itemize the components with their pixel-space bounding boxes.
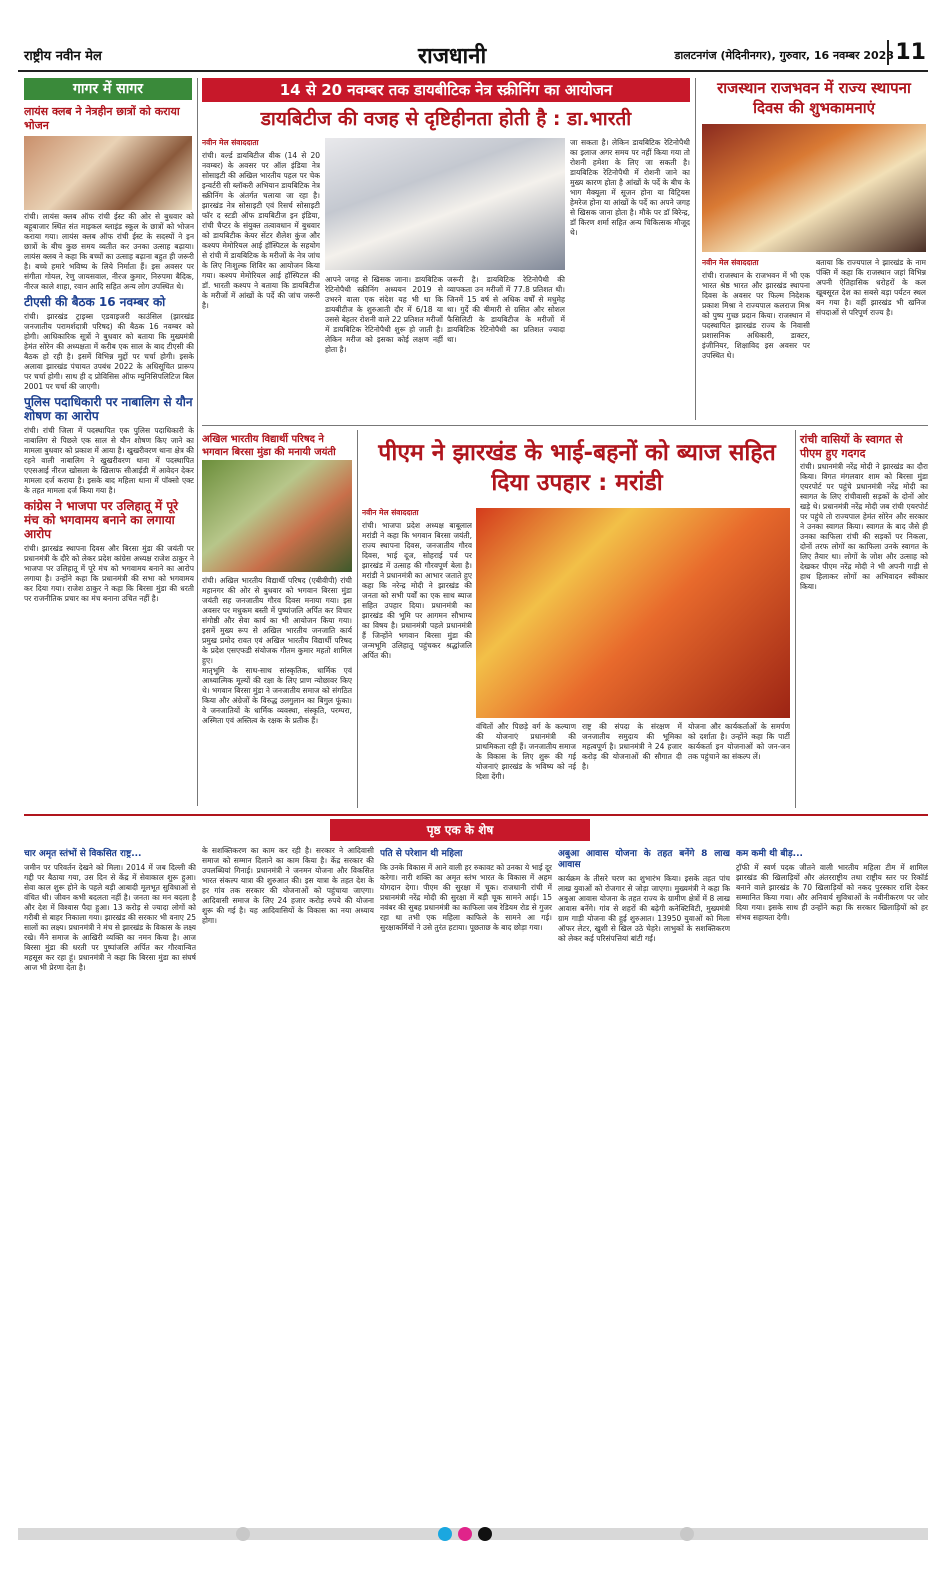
rajbhavan-byline: नवीन मेल संवाददाता bbox=[702, 258, 759, 267]
column-divider bbox=[695, 78, 696, 420]
continued-col-1-text: जमीन पर परिवर्तन देखने को मिला। 2014 में जब दिल्ली की गद्दी पर बैठाया गया, उस दिन से केंद्र में सेवाकाल शुरू हुआ। सेवा काल शुरू होने के पहले बड़ी आबादी मूलभूत सुविधाओं से वंचित थी। जीवन कभी बदलता नहीं है। जनता का मन बदला है और देश में विश्वास पैदा हुआ। 13 करोड़ से ज्यादा लोगों को गरीबी से बाहर निकाला गया। झारखंड की सरकार भी वनाए 25 सालों का लक्ष्य। प्रधानमंत्री ने मंच से झारखंड के विकास के लक्ष्य रखे। मैंने समाज के आखिरी व्यक्ति का नमन किया है। आज बिरसा मुंडा की धरती पर पुष्पांजलि अर्पित कर गौरवान्वित महसूस कर रहा हूं। प्रधानमंत्री ने कहा कि बिरसा मुंडा का संघर्ष आज भी प्रेरणा देता है। bbox=[24, 863, 196, 972]
continued-col-4-head: अबुआ आवास योजना के तहत बनेंगे 8 लाख आवास bbox=[558, 849, 730, 870]
continued-col-2: के सशक्तिकरण का काम कर रही है। सरकार ने आदिवासी समाज को सम्मान दिलाने का काम किया है। केंद्र सरकार की उपलब्धियां गिनाई। प्रधानमंत्री ने जनमन योजना और विकसित भारत संकल्प यात्रा की शुरुआत की। इस यात्रा के तहत देश के हर गांव तक सरकार की योजनाओं को पहुंचाया जाएगा। आदिवासी समाज के लिए 24 हजार करोड़ रुपये की योजना शुरू की गई है। यह आदिवासियों के विकास का नया अध्याय होगा। bbox=[202, 846, 374, 925]
continued-col-5 bbox=[736, 846, 928, 1522]
continued-col-5-text: ट्रॉफी में स्वर्ण पदक जीतने वाली भारतीय महिला टीम में शामिल झारखंड की खिलाड़ियों और अंतरराष्ट्रीय तथा राष्ट्रीय स्तर पर रिकॉर्ड बनाने वाले झारखंड के 70 खिलाड़ियों को नकद पुरस्कार राशि देकर सम्मानित किया गया। और अनिवार्य सुविधाओं के नवीनीकरण पर जोर दिया गया। इसके साथ ही उन्होंने कहा कि सरकार खिलाड़ियों को हर संभव सहायता देगी। bbox=[736, 863, 928, 922]
section-divider bbox=[202, 425, 928, 426]
registration-dot bbox=[458, 1527, 472, 1541]
left-column bbox=[24, 102, 194, 812]
pm-byline: नवीन मेल संवाददाता bbox=[362, 508, 419, 517]
continued-col-5-head: कम कमी थी बीड़... bbox=[736, 849, 803, 859]
diabetes-col-1 bbox=[202, 138, 320, 420]
registration-dot bbox=[236, 1527, 250, 1541]
abvp-headline: अखिल भारतीय विद्यार्थी परिषद ने भगवान बिरसा मुंडा की मनायी जयंती bbox=[202, 434, 336, 458]
print-color-bar bbox=[18, 1528, 928, 1540]
pm-headline: पीएम ने झारखंड के भाई-बहनों को ब्याज सहित दिया उपहार : मरांडी bbox=[378, 440, 776, 496]
diabetes-col-3: जरूरी है। डायबिटिक रेटिनोपैथी की व्यापकता उन मरीजों में 77.8 प्रतिशत थी। जिनमें 15 वर्ष से अधिक वर्षों से मधुमेह था। गुर्दे की बीमारी से ग्रसित और सोशल फैसिलिटी के डायबिटीज के मरीजों में डायबिटिक रेटिनोपैथी का प्रतिशत ज्यादा था। bbox=[447, 275, 565, 344]
continued-rule bbox=[24, 814, 928, 816]
story2-body: रांची। झारखंड ट्राइब्स एडवाइजरी काउंसिल (झारखंड जनजातीय परामर्शदात्री परिषद) की बैठक 16 नवम्बर को होगी। आधिकारिक सूत्रों ने बुधवार को बताया कि मुख्यमंत्री हेमंत सोरेन की अध्यक्षता में करीब एक साल के बाद टीएसी की बैठक हो रही है। इसमें विभिन्न मुद्दों पर चर्चा होगी। इसके अलावा झारखंड पंचायत उपबंध 2022 के अधिसूचित प्रारूप पर चर्चा होगी। साथ ही द प्रोविसिस ऑफ म्युनिसिपलिटिज बिल 2001 पर चर्चा की जाएगी। bbox=[24, 312, 194, 391]
diabetes-band: 14 से 20 नवम्बर तक डायबीटिक नेत्र स्क्रीनिंग का आयोजन bbox=[202, 78, 690, 102]
left-band: गागर में सागर bbox=[24, 78, 192, 100]
story1-headline: लायंस क्लब ने नेत्रहीन छात्रों को कराया भोजन bbox=[24, 105, 180, 132]
rajbhavan-col-1 bbox=[702, 258, 810, 418]
dateline: डालटनगंज (मेदिनीनगर), गुरुवार, 16 नवम्बर 2023 bbox=[674, 49, 894, 62]
diabetes-photo bbox=[325, 138, 565, 270]
pm-col-3: राष्ट्र की संपदा के संरक्षण में जनजातीय समुदाय की भूमिका महत्वपूर्ण है। प्रधानमंत्री ने 24 हजार करोड़ की योजनाओं की सौगात दी है। bbox=[582, 722, 682, 771]
continued-col-3 bbox=[380, 846, 552, 1522]
column-divider bbox=[197, 78, 198, 806]
column-divider bbox=[795, 430, 796, 808]
story2-headline: टीएसी की बैठक 16 नवम्बर को bbox=[24, 295, 166, 309]
rajbhavan-col-2: बताया कि राज्यपाल ने झारखंड के नाम पंक्ति में कहा कि राजस्थान जहां विभिन्न अपनी ऐतिहासिक धरोहरों के कल खूबसूरत देश का सबसे बड़ा पर्यटन स्थल बन गया है। वहीं झारखंड भी खनिज संपदाओं से परिपूर्ण राज्य है। bbox=[816, 258, 926, 317]
continued-col-1-head: चार अमृत स्तंभों से विकसित राष्ट्र... bbox=[24, 849, 142, 859]
continued-col-3-head: पति से परेशान थी महिला bbox=[380, 849, 463, 859]
diabetes-col-2: आपने जगह से खिसक जाना। डायबिटिक रेटिनोपैथी स्क्रीनिंग अध्ययन 2019 से उभरने वाला एक संदेश यह भी था कि डायबीटीज के शुरुआती दौर में 6/18 या उससे बेहतर रोशनी वाले 22 प्रतिशत मरीजों में डायबिटिक रेटिनोपैथी शुरू हो जाती है। लेकिन मरीज को इसका कोई लक्षण नहीं होता है। bbox=[325, 275, 443, 354]
page-number: 11 bbox=[887, 40, 926, 65]
abvp-photo bbox=[202, 460, 352, 572]
story3-headline: पुलिस पदाधिकारी पर नाबालिग से यौन शोषण का आरोप bbox=[24, 395, 193, 423]
column-divider bbox=[357, 430, 358, 808]
continued-col-4 bbox=[558, 846, 730, 1522]
continued-col-1 bbox=[24, 846, 196, 1522]
diabetes-text-1: रांची। वर्ल्ड डायबिटीज वीक (14 से 20 नवम्बर) के अवसर पर ऑल इंडिया नेत्र सोसाइटी की अखिल भारतीय पहल पर चेक इन्वर्टरी सी ब्लॉकरी अभियान डायबिटिक नेत्र स्क्रीनिंग के अंतर्गत चलाया जा रहा है। झारखंड नेत्र सोसाइटी एवं रिसर्च सोसाइटी फॉर द स्टडी ऑफ डायबिटीज इन इंडिया, रांची चैप्टर के संयुक्त तत्वावधान में बुधवार को डायबिटीक केयर सेंटर शैलेश कुंज और कश्यप मेमोरियल आई हॉस्पिटल के सहयोग से रांची में डायबिटिक के मरीजों के नेत्र जांच के लिए निःशुल्क शिविर का आयोजन किया गया। कश्यप मेमोरियल आई हॉस्पिटल की डॉ. भारती कश्यप ने बताया कि डायबिटीज के मरीजों में आंखों के पर्दे की जांच जरूरी है। bbox=[202, 151, 320, 310]
section-title: राजधानी bbox=[418, 44, 487, 69]
page-header bbox=[18, 38, 928, 72]
pm-col-1 bbox=[362, 508, 472, 808]
rajbhavan-photo bbox=[702, 124, 926, 252]
diabetes-col-4: जा सकता है। लेकिन डायबिटिक रेटिनोपैथी का इलाज अगर समय पर नहीं किया गया तो रोशनी हमेशा के लिए जा सकती है। डायबिटिक रेटिनोपैथी में रोशनी जाने का मुख्य कारण होता है आंखों के पर्दे के बीच के भाग मैक्यूला में सूजन होना या विट्रियस हेमरेज होना या आंखों के पर्दे का अपने जगह से खिसक जाना होता है। मौके पर डॉ बिरेन्द्र, डॉ किरण शर्मा सहित अन्य चिकित्सक मौजूद थे। bbox=[570, 138, 690, 237]
abvp-text-2: मातृभूमि के साथ-साथ सांस्कृतिक, धार्मिक एवं आध्यात्मिक मूल्यों की रक्षा के लिए प्राण न्योछावर किए थे। भगवान बिरसा मुंडा ने जनजातीय समाज को संगठित किया और अंग्रेजों के विरुद्ध उलगुलान का बिगुल फूंका। वे जनजातियों के धार्मिक व्यवस्था, संस्कृति, परम्परा, अस्मिता एवं अस्तित्व के रक्षक के प्रतीक हैं। bbox=[202, 666, 352, 725]
rajbhavan-headline: राजस्थान राजभवन में राज्य स्थापना दिवस की शुभकामनाएं bbox=[717, 79, 911, 117]
story1-photo bbox=[24, 136, 192, 210]
story1-body: रांची। लायंस क्लब ऑफ रांची ईस्ट की ओर से बुधवार को बहूबाजार स्थित संत माइकल ब्लाइंड स्कूल के छात्रों को भोजन कराया गया। लायंस क्लब ऑफ रांची ईस्ट के सदस्यों ने इन छात्रों के बीच कुछ समय व्यतीत कर उनका उत्साह बढ़ाया। लायंस क्लब ने कहा कि बच्चों का उत्साह बढ़ाना बहुत ही जरूरी है। बच्चे हमारे भविष्य के लिये निर्माता हैं। इस अवसर पर संगीता गोयल, रेणु जायसवाल, नीरज कुमार, निरुपमा बैदिक, नीरज काले शाहा, रवान आदि सहित अन्य लोग उपस्थित थे। bbox=[24, 212, 194, 291]
story4-body: रांची। झारखंड स्थापना दिवस और बिरसा मुंडा की जयंती पर प्रधानमंत्री के दौरे को लेकर प्रदेश कांग्रेस अध्यक्ष राजेश ठाकुर ने भाजपा पर उलिहातू में पूरे मंच को भगवामय बनाने का आरोप लगाया है। उन्होंने कहा कि प्रधानमंत्री की सभा को भगवामय कर दिया गया। राजेश ठाकुर ने कहा कि बिरसा मुंडा की धरती पर राजनीतिक प्रचार का मंच बनाना उचित नहीं है। bbox=[24, 544, 194, 603]
pm-col-2: वंचितों और पिछड़े वर्ग के कल्याण की योजनाएं प्रधानमंत्री की प्राथमिकता रही हैं। जनजातीय समाज के विकास के लिए शुरू की गई योजनाएं झारखंड के भविष्य को नई दिशा देंगी। bbox=[476, 722, 576, 781]
continued-col-4-text: कार्यक्रम के तीसरे चरण का शुभारंभ किया। इसके तहत पांच लाख युवाओं को रोजगार से जोड़ा जाएगा। मुख्यमंत्री ने कहा कि अबुआ आवास योजना के तहत राज्य के ग्रामीण क्षेत्रों में 8 लाख आवास बनेंगे। गांव से शहरों की बढ़ेगी कनेक्टिविटी, मुख्यमंत्री ग्राम गाड़ी योजना की हुई शुरुआत। 13950 युवाओं को मिला ऑफर लेटर, खुशी से खिल उठे चेहरे। लाभुकों के सशक्तिकरण को लेकर कई परिसंपत्तियां बांटी गईं। bbox=[558, 874, 730, 943]
registration-dot bbox=[478, 1527, 492, 1541]
registration-dot bbox=[680, 1527, 694, 1541]
pm-col-4: योजना और कार्यकर्ताओं के समर्पण को दर्शाता है। उन्होंने कहा कि पार्टी कार्यकर्ता इन योजनाओं को जन-जन तक पहुंचाने का संकल्प लें। bbox=[688, 722, 790, 761]
pm-text-1: रांची। भाजपा प्रदेश अध्यक्ष बाबूलाल मरांडी ने कहा कि भगवान बिरसा जयंती, राज्य स्थापना दिवस, जनजातीय गौरव दिवस, भाई दूज, सोहराई पर्व पर झारखंड में उत्साह की गौरवपूर्ण बेला है। मरांडी ने प्रधानमंत्री का आभार जताते हुए कहा कि नरेन्द्र मोदी ने झारखंड की जनता को सभी पर्वों का एक साथ ब्याज सहित उपहार दिया। प्रधानमंत्री का झारखंड की भूमि पर आगमन सौभाग्य का विषय है। प्रधानमंत्री पहले प्रधानमंत्री हैं जिन्होंने भगवान बिरसा मुंडा की जन्मभूमि उलिहातू पहुंचकर श्रद्धांजलि अर्पित की। bbox=[362, 521, 472, 660]
diabetes-byline: नवीन मेल संवाददाता bbox=[202, 138, 259, 147]
pm-photo bbox=[476, 508, 790, 718]
rajbhavan-text-1: रांची। राजस्थान के राजभवन में भी एक भारत श्रेष्ठ भारत और झारखंड स्थापना दिवस के अवसर पर फिल्म निदेशक प्रकाश मिश्रा ने राज्यपाल कलराज मिश्र को पुष्प गुच्छ प्रदान किया। राजस्थान में पदस्थापित झारखंड राज्य के निवासी प्रशासनिक अधिकारी, डाक्टर, इंजीनियर, शिक्षाविद इस अवसर पर उपस्थित थे। bbox=[702, 271, 810, 360]
story4-headline: कांग्रेस ने भाजपा पर उलिहातू में पूरे मंच को भगवामय बनाने का लगाया आरोप bbox=[24, 499, 179, 541]
diabetes-headline: डायबिटीज की वजह से दृष्टिहीनता होती है : डा.भारती bbox=[260, 108, 632, 130]
welcome-body: रांची। प्रधानमंत्री नरेंद्र मोदी ने झारखंड का दौरा किया। विगत मंगलवार शाम को बिरसा मुंडा एयरपोर्ट पर पहुंचे प्रधानमंत्री नरेंद्र मोदी का स्वागत के लिए रांचीवासी सड़कों के दोनों ओर खड़े थे। प्रधानमंत्री नरेंद्र मोदी जब रांची एयरपोर्ट पर पहुंचे तो राज्यपाल हेमंत सोरेन और सरकार ने उनका स्वागत किया। स्वागत के बाद जैसे ही उनका काफिला रांची की सड़कों पर निकला, दोनों तरफ लोगों का काफिला उनके स्वागत के लिए तैयार था। लोगों के जोश और उत्साह को देखकर पीएम नरेंद्र मोदी ने भी अपनी गाड़ी से हाथ हिलाकर लोगों का अभिवादन स्वीकार किया। bbox=[800, 462, 928, 591]
continued-col-3-text: कि उनके विकास में आने वाली हर रुकावट को उनका ये भाई दूर करेगा। नारी शक्ति का अमृत स्तंभ भारत के विकास में अहम योगदान देगा। पीएम की सुरक्षा में चूक। राजधानी रांची में प्रधानमंत्री नरेंद्र मोदी की सुरक्षा में बड़ी चूक सामने आई। 15 नवंबर की सुबह प्रधानमंत्री का काफिला जब रेडियम रोड से गुजर रहा था तभी एक महिला काफिले के सामने आ गई। सुरक्षाकर्मियों ने उसे तुरंत हटाया। पूछताछ के बाद छोड़ा गया। bbox=[380, 863, 552, 932]
story3-body: रांची। रांची जिला में पदस्थापित एक पुलिस पदाधिकारी के नाबालिग से पिछले एक साल से यौन शोषण किए जाने का मामला बुधवार को प्रकाश में आया है। खुखरीवरण थाना क्षेत्र की रहने वाली नाबालिग ने खुखरीवरण थाना में पदस्थापित एएसआई नीरज खोसला के खिलाफ सीआईडी में आवेदन देकर मामला दर्ज कराया है। इसके बाद महिला थाना में पॉक्सो एक्ट के तहत मामला दर्ज किया गया है। bbox=[24, 426, 194, 495]
registration-dot bbox=[438, 1527, 452, 1541]
continued-banner: पृष्ठ एक के शेष bbox=[330, 819, 590, 841]
masthead: राष्ट्रीय नवीन मेल bbox=[24, 49, 102, 64]
abvp-col-1: रांची। अखिल भारतीय विद्यार्थी परिषद (एबीवीपी) रांची महानगर की ओर से बुधवार को भगवान बिरसा मुंडा जयंती सह जनजातीय गौरव दिवस मनाया गया। इस अवसर पर मधुकम बस्ती में पुष्पांजलि अर्पित कर विचार संगोष्ठी और सेवा कार्य का भी आयोजन किया गया। इसमें मुख्य रूप से अखिल भारतीय जनजाति कार्य प्रमुख प्रमोद रावत एवं अखिल भारतीय विद्यार्थी परिषद के प्रदेश एसएफडी संयोजक गौतम कुमार महतो शामिल हुए। मातृभूमि के साथ-साथ सांस्कृतिक, धार्मिक एवं आध्यात्मिक मूल्यों की रक्षा के लिए प्राण न्योछावर किए थे। भगवान बिरसा मुंडा ने जनजातीय समाज को संगठित किया और अंग्रेजों के विरुद्ध उलगुलान का बिगुल फूंका। वे जनजातियों के धार्मिक व्यवस्था, संस्कृति, परम्परा, अस्मिता एवं अस्तित्व के रक्षक के प्रतीक हैं। bbox=[202, 576, 352, 725]
welcome-headline: रांची वासियों के स्वागत से पीएम हुए गदगद bbox=[800, 433, 903, 460]
